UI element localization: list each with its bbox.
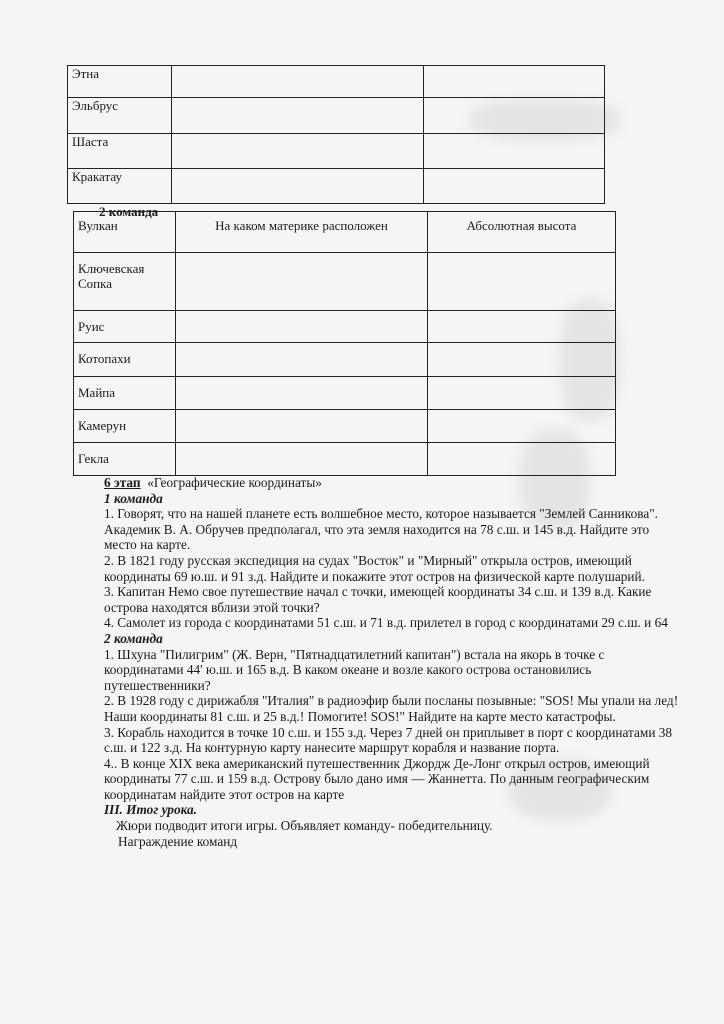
continent-cell [176, 311, 428, 343]
volcano-name-cell: Камерун [74, 410, 176, 443]
team1-task-3: 3. Капитан Немо свое путешествие начал с точки, имеющей координаты 34 с.ш. и 139 в.д. Какие острова находятся вблизи этой точки? [104, 584, 652, 615]
volcano-name-cell: Гекла [74, 443, 176, 476]
team2-task-3: 3. Корабль находится в точке 10 с.ш. и 155 з.д. Через 7 дней он приплывет в порт с координатами 38 с.ш. и 122 з.д. На контурную карту нанесите маршрут корабля и название порта. [104, 724, 673, 756]
team2-task-2: 2. В 1928 году с дирижабля "Италия" в радиоэфир были посланы позывные: "SOS! Мы упали на лед! Наши координаты 81 с.ш. и 25 в.д.! Помогите! SOS!" Найдите на карте место катастрофы. [104, 693, 679, 724]
column-header-height: Абсолютная высота [428, 212, 616, 253]
team1-task-2: 2. В 1821 году русская экспедиция на судах "Восток" и "Мирный" открыла остров, имеющий координаты 69 ю.ш. и 91 з.д. Найдите и покажите этот остров на физической карте полушарий. [104, 552, 645, 584]
team2-task-1: 1. Шхуна "Пилигрим" (Ж. Верн, "Пятнадцатилетний капитан") встала на якорь в точке с координатами 44' ю.ш. и 165 в.д. В каком океане и возле какого острова остановились путешественники? [104, 646, 605, 693]
table-row [74, 253, 616, 311]
summary-line-2: Награждение команд [118, 833, 238, 849]
team1-task-4: 4. Самолет из города с координатами 51 с.ш. и 71 в.д. прилетел в город с координатами 29 с.ш. и 64 [104, 615, 668, 631]
table-row [68, 66, 605, 98]
volcano-name-cell: Майпа [74, 377, 176, 410]
continent-cell [176, 377, 428, 410]
volcano-name-cell: Руис [74, 311, 176, 343]
height-cell [428, 410, 616, 443]
continent-cell [172, 98, 424, 134]
volcano-name-cell: Котопахи [74, 343, 176, 377]
continent-cell [176, 253, 428, 311]
continent-cell [172, 134, 424, 169]
table-row [74, 343, 616, 377]
table-row [74, 311, 616, 343]
team2-heading: 2 команда [104, 630, 163, 646]
continent-cell [172, 169, 424, 204]
height-cell [424, 98, 605, 134]
volcano-name-cell: Эльбрус [68, 98, 172, 134]
height-cell [428, 311, 616, 343]
volcano-table-team2 [73, 211, 616, 476]
summary-line-1: Жюри подводит итоги игры. Объявляет команду- победительницу. [116, 818, 493, 834]
table-row [74, 410, 616, 443]
summary-heading: III. Итог урока. [104, 802, 197, 818]
continent-cell [172, 66, 424, 98]
height-cell [424, 134, 605, 169]
height-cell [424, 66, 605, 98]
height-cell [424, 169, 605, 204]
column-header-continent: На каком материке расположен [176, 212, 428, 253]
continent-cell [176, 410, 428, 443]
continent-cell [176, 443, 428, 476]
table-row [68, 98, 605, 134]
team2-task-4: 4.. В конце XIX века американский путешественник Джордж Де-Лонг открыл остров, имеющий координаты 77 с.ш. и 159 в.д. Острову было дано имя — Жаннетта. По данным географическим координатам найдите этот остров на карте [104, 755, 650, 802]
stage-title: «Географические координаты» [147, 475, 322, 490]
team1-heading: 1 команда [104, 490, 163, 506]
table-row [74, 377, 616, 410]
volcano-name-cell: Этна [68, 66, 172, 98]
table-row [68, 169, 605, 204]
stage-number: 6 этап [104, 475, 141, 490]
team1-task-1: 1. Говорят, что на нашей планете есть волшебное место, которое называется "Землей Санникова". Академик В. А. Обручев предполагал, что эта земля находится на 78 с.ш. и 145 в.д. Найдите это место на карте. [104, 506, 658, 553]
height-cell [428, 343, 616, 377]
table-row [74, 443, 616, 476]
height-cell [428, 443, 616, 476]
team2-table-label: 2 команда [99, 204, 159, 219]
height-cell [428, 377, 616, 410]
stage-section [104, 475, 684, 849]
continent-cell [176, 343, 428, 377]
volcano-table-team1 [67, 65, 605, 204]
volcano-name-cell: Ключевская Сопка [74, 253, 176, 311]
volcano-name-cell: Шаста [68, 134, 172, 169]
column-header-volcano: Вулкан [74, 212, 176, 253]
stage-heading [104, 475, 684, 491]
table-row [68, 134, 605, 169]
height-cell [428, 253, 616, 311]
table-header-row [74, 212, 616, 253]
volcano-name-cell: Кракатау [68, 169, 172, 204]
